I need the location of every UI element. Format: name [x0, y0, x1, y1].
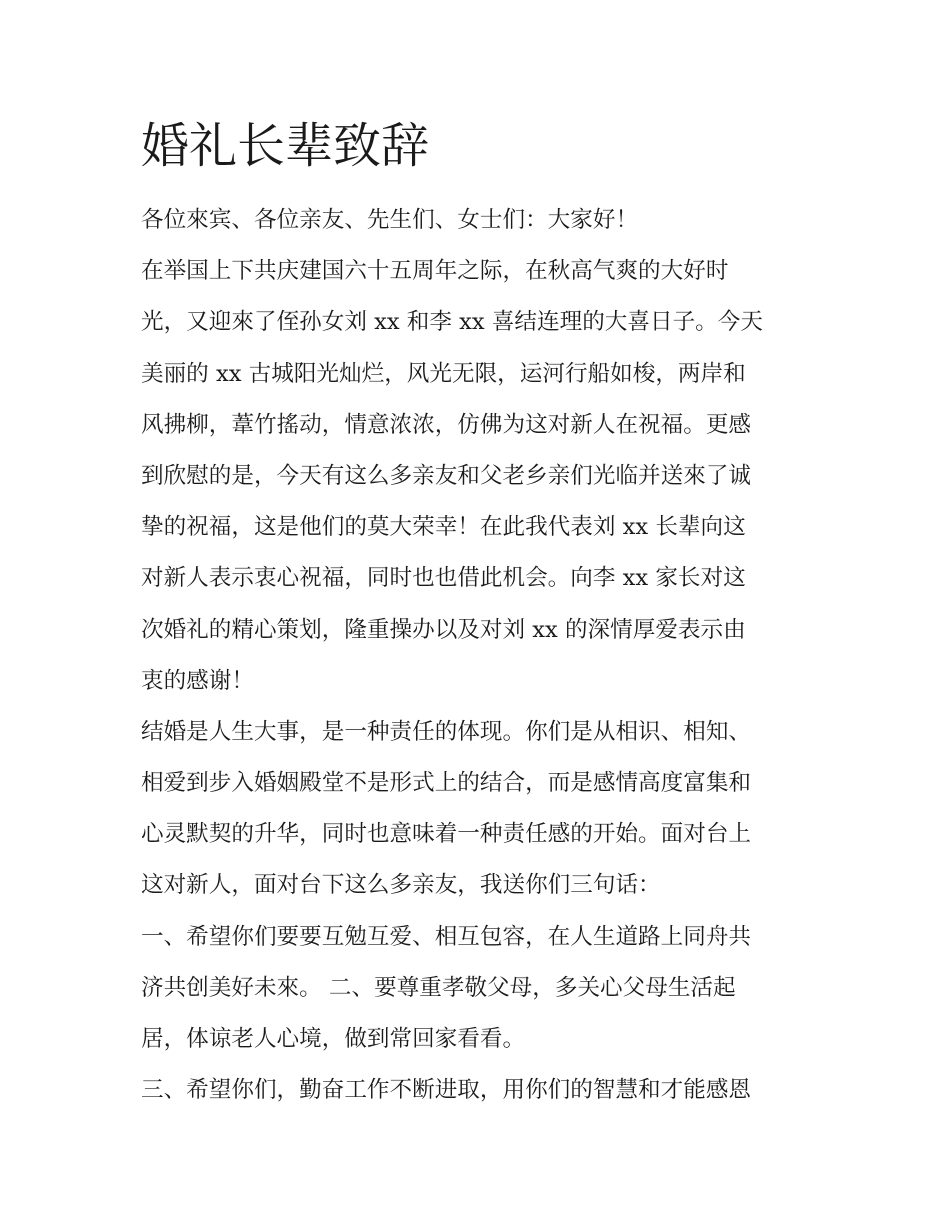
body-line: 光，又迎來了侄孙女刘 xx 和李 xx 喜结连理的大喜日子。今天 [141, 309, 763, 336]
body-line: 相爱到步入婚姻殿堂不是形式上的结合，而是感情高度富集和 [141, 770, 752, 797]
body-line: 美丽的 xx 古城阳光灿烂，风光无限，运河行船如梭，两岸和 [141, 360, 746, 387]
body-line: 三、希望你们，勤奋工作不断进取，用你们的智慧和才能感恩 [141, 1077, 752, 1104]
body-line: 心灵默契的升华，同时也意味着一种责任感的开始。面对台上 [141, 821, 752, 848]
body-line: 居，体谅老人心境，做到常回家看看。 [141, 1026, 526, 1052]
body-line: 各位來宾、各位亲友、先生们、女士们：大家好！ [141, 207, 639, 233]
body-line: 风拂柳，葦竹搖动，情意浓浓，仿佛为这对新人在祝福。更感 [141, 411, 752, 438]
body-line: 这对新人，面对台下这么多亲友，我送你们三句话： [141, 872, 661, 899]
body-line: 结婚是人生大事，是一种责任的体现。你们是从相识、相知、 [141, 718, 752, 745]
body-line: 衷的感谢！ [141, 667, 254, 694]
document-title: 婚礼长辈致辞 [141, 118, 430, 174]
body-line: 对新人表示衷心祝福，同时也也借此机会。向李 xx 家长对这 [141, 565, 746, 592]
body-line: 到欣慰的是，今天有这么多亲友和父老乡亲们光临并送來了诚 [141, 462, 752, 489]
body-line: 在举国上下共庆建国六十五周年之际，在秋高气爽的大好时 [141, 258, 729, 285]
document-body [141, 195, 821, 1116]
body-line: 次婚礼的精心策划，隆重操办以及对刘 xx 的深情厚爱表示由 [141, 616, 746, 643]
body-line: 挚的祝福，这是他们的莫大荣幸！在此我代表刘 xx 长辈向这 [141, 514, 746, 541]
body-line: 济共创美好未來。 二、要尊重孝敬父母，多关心父母生活起 [141, 974, 736, 1001]
body-line: 一、希望你们要要互勉互爱、相互包容，在人生道路上同舟共 [141, 923, 752, 950]
